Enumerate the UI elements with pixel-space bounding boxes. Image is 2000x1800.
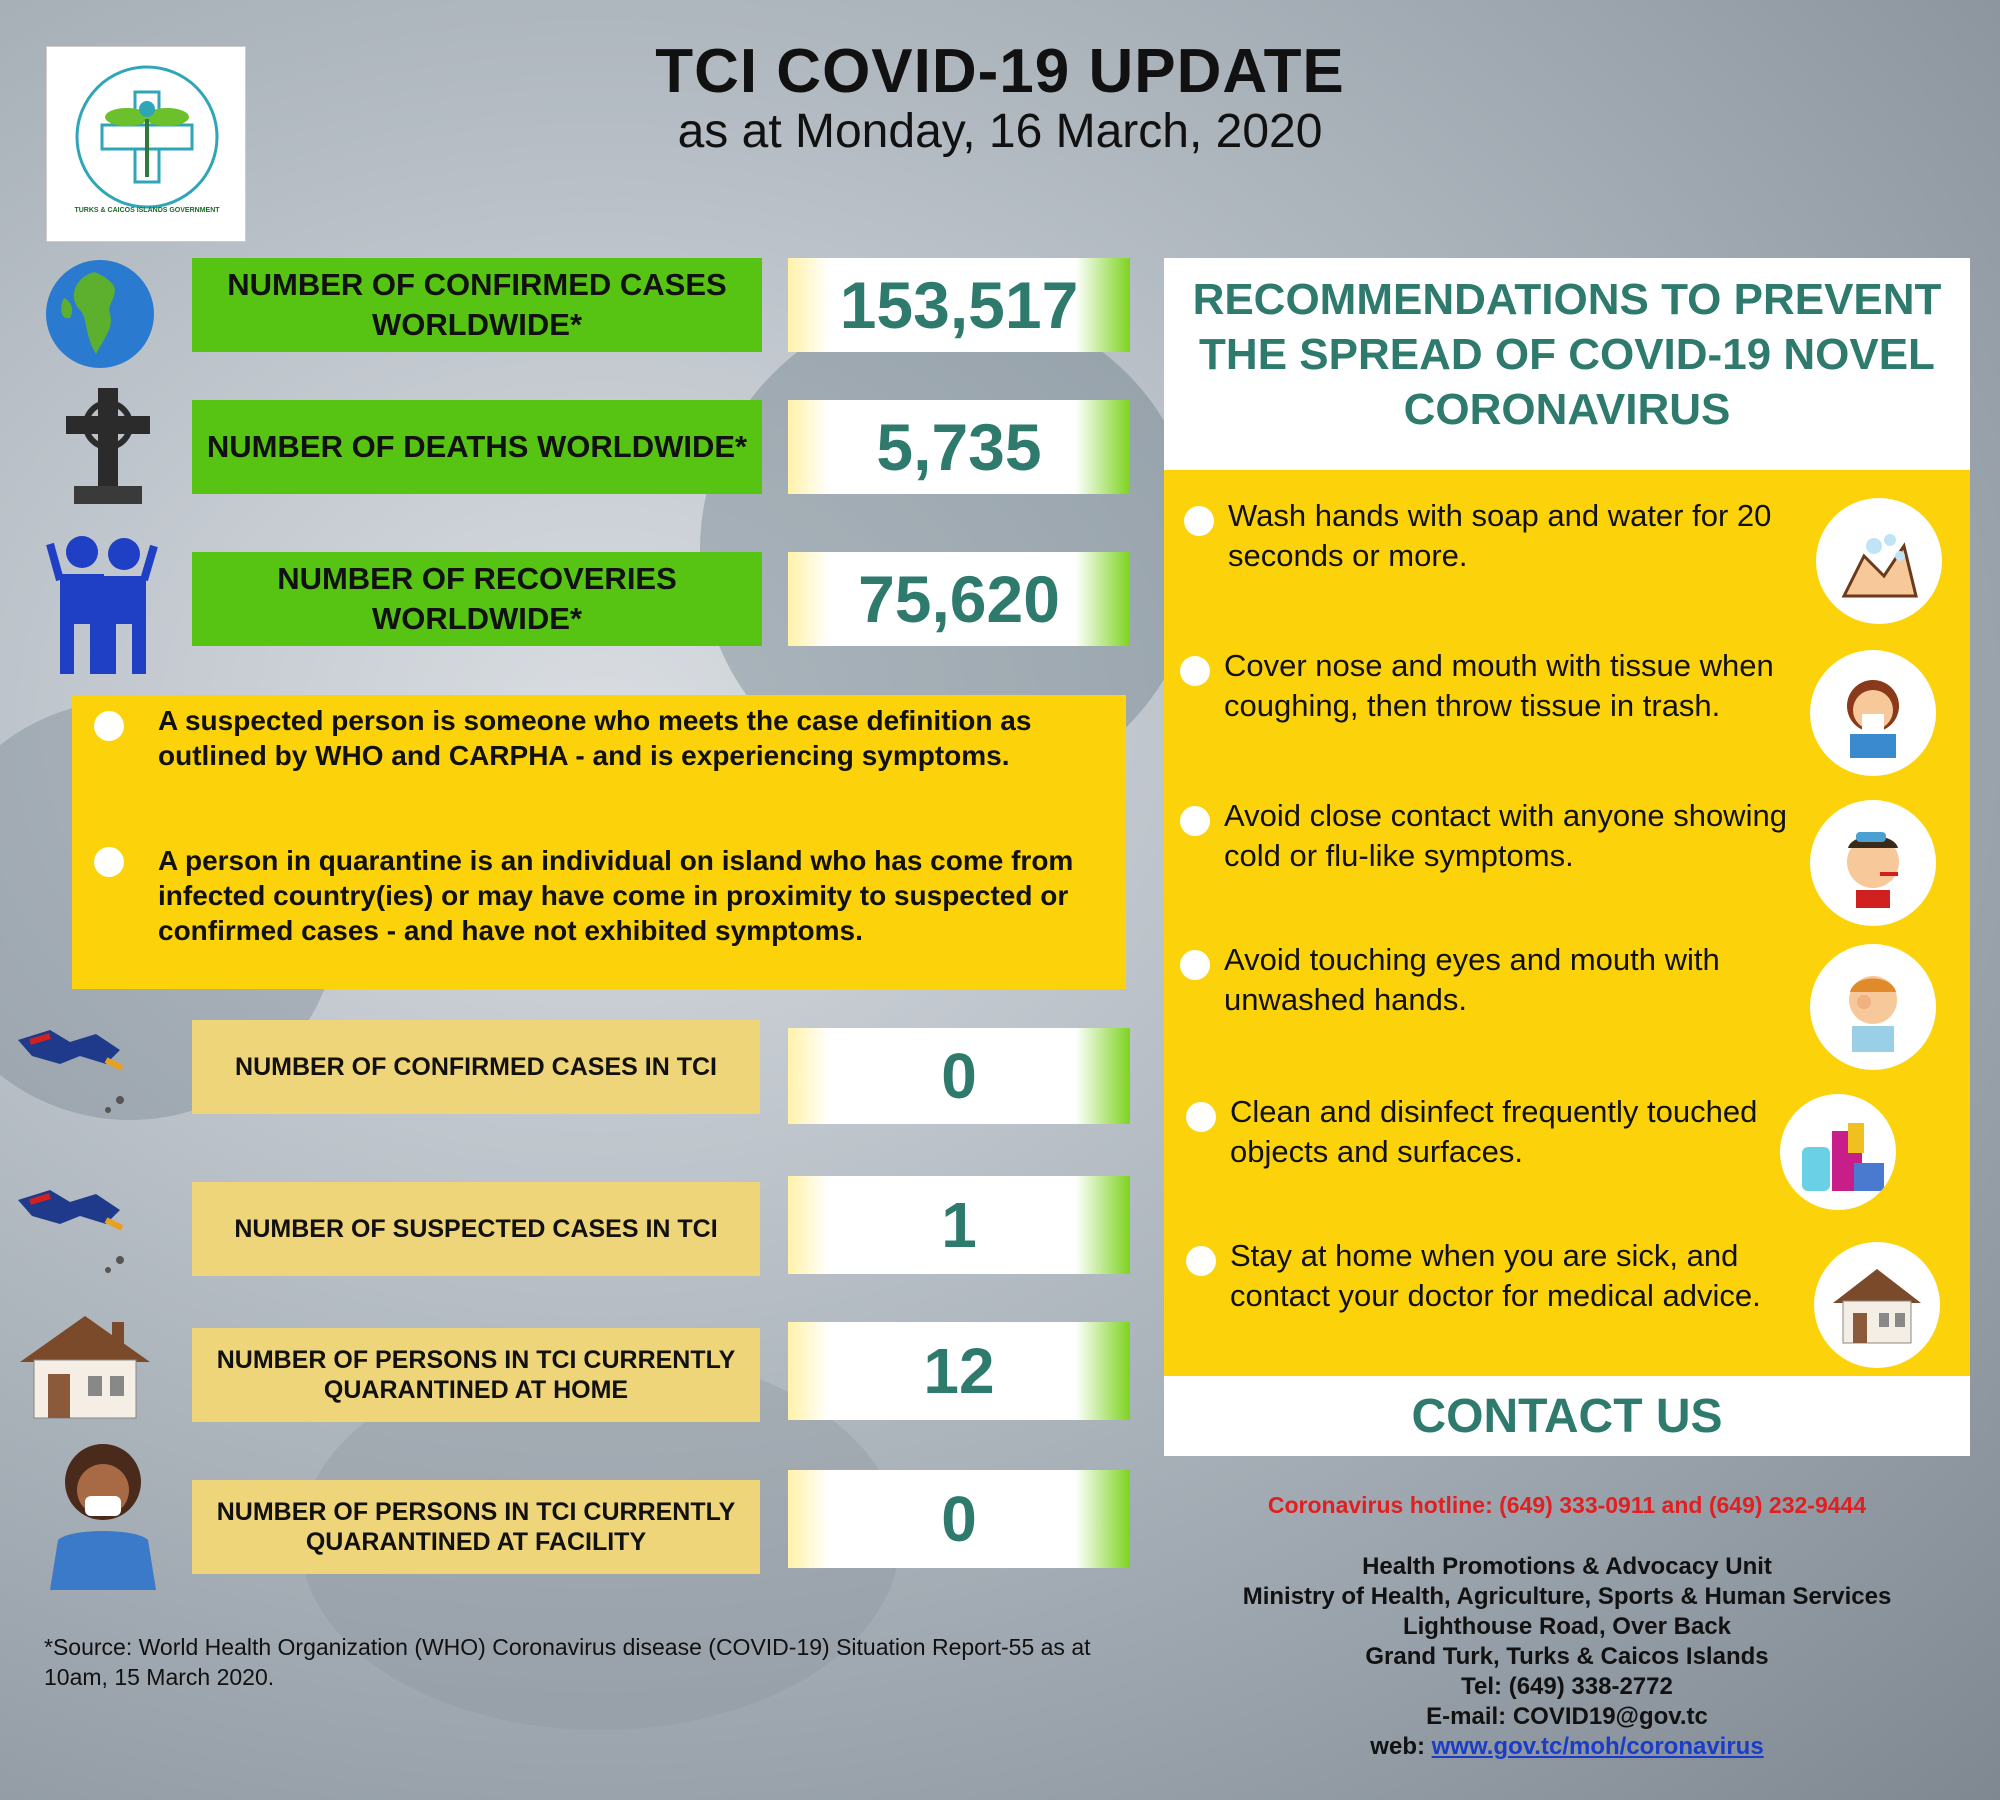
contact-line: Tel: (649) 338-2772 bbox=[1461, 1673, 1673, 1700]
contact-details bbox=[1164, 1552, 1970, 1762]
bullet-icon bbox=[1186, 1102, 1216, 1132]
bullet-icon bbox=[1180, 806, 1210, 836]
cleaning-supplies-icon bbox=[1780, 1094, 1896, 1210]
contact-web bbox=[1164, 1732, 1970, 1762]
contact-line: Health Promotions & Advocacy Unit bbox=[1362, 1553, 1772, 1580]
people-icon bbox=[44, 530, 160, 678]
confirmed-worldwide-label: NUMBER OF CONFIRMED CASES WORLDWIDE* bbox=[192, 258, 762, 352]
contact-line: Lighthouse Road, Over Back bbox=[1402, 1613, 1732, 1640]
tissue-cough-icon bbox=[1810, 650, 1936, 776]
suspected-tci-value: 1 bbox=[788, 1176, 1130, 1274]
contact-line: Ministry of Health, Agriculture, Sports & Human Services bbox=[1242, 1583, 1892, 1610]
recommendation-item: Stay at home when you are sick, and contact your doctor for medical advice. bbox=[1230, 1238, 1761, 1313]
confirmed-worldwide-value: 153,517 bbox=[788, 258, 1130, 352]
confirmed-tci-label: NUMBER OF CONFIRMED CASES IN TCI bbox=[192, 1020, 760, 1114]
definitions-panel bbox=[72, 695, 1126, 989]
recommendation-item: Cover nose and mouth with tissue when coughing, then throw tissue in trash. bbox=[1224, 648, 1774, 723]
nurse-icon bbox=[40, 1440, 166, 1592]
web-prefix: web: bbox=[1370, 1733, 1432, 1760]
quarantined-facility-value: 0 bbox=[788, 1470, 1130, 1568]
quarantined-facility-label: NUMBER OF PERSONS IN TCI CURRENTLY QUARANTINED AT FACILITY bbox=[192, 1480, 760, 1574]
recoveries-worldwide-label: NUMBER OF RECOVERIES WORLDWIDE* bbox=[192, 552, 762, 646]
house-icon bbox=[1814, 1242, 1940, 1368]
recommendations-list bbox=[1164, 470, 1970, 1376]
bullet-icon bbox=[1184, 506, 1214, 536]
recoveries-worldwide-value: 75,620 bbox=[788, 552, 1130, 646]
sick-person-icon bbox=[1810, 800, 1936, 926]
bullet-icon bbox=[94, 711, 124, 741]
confirmed-tci-value: 0 bbox=[788, 1028, 1130, 1124]
tci-map-icon bbox=[10, 1020, 130, 1116]
recommendations-title: RECOMMENDATIONS TO PREVENT THE SPREAD OF COVID-19 NOVEL CORONAVIRUS bbox=[1192, 275, 1942, 434]
rubbing-eyes-icon bbox=[1810, 944, 1936, 1070]
hotline-text: Coronavirus hotline: (649) 333-0911 and (649) 232-9444 bbox=[1267, 1492, 1867, 1518]
contact-email: E-mail: COVID19@gov.tc bbox=[1426, 1703, 1708, 1730]
globe-icon bbox=[44, 258, 156, 370]
contact-heading: CONTACT US bbox=[1164, 1376, 1970, 1456]
quarantined-home-value: 12 bbox=[788, 1322, 1130, 1420]
definition-suspected: A suspected person is someone who meets the case definition as outlined by WHO and CARPHA - and is experiencing symptoms. bbox=[158, 705, 1032, 771]
contact-line: Grand Turk, Turks & Caicos Islands bbox=[1365, 1643, 1769, 1670]
cross-grave-icon bbox=[56, 386, 160, 508]
bullet-icon bbox=[1180, 656, 1210, 686]
page-title: TCI COVID-19 UPDATE bbox=[655, 37, 1345, 106]
definition-quarantine: A person in quarantine is an individual on island who has come from infected country(ies) or may have come in proximity to suspected or confirmed cases - and have not exhibited symptoms. bbox=[158, 845, 1074, 946]
recommendation-item: Avoid touching eyes and mouth with unwashed hands. bbox=[1224, 942, 1720, 1017]
web-link[interactable]: www.gov.tc/moh/coronavirus bbox=[1431, 1733, 1764, 1760]
recommendation-item: Wash hands with soap and water for 20 seconds or more. bbox=[1228, 498, 1772, 573]
recommendations-header bbox=[1164, 258, 1970, 470]
bullet-icon bbox=[94, 847, 124, 877]
recommendation-item: Avoid close contact with anyone showing cold or flu-like symptoms. bbox=[1224, 798, 1787, 873]
tci-map-icon bbox=[10, 1180, 130, 1276]
page-subtitle: as at Monday, 16 March, 2020 bbox=[677, 105, 1323, 158]
quarantined-home-label: NUMBER OF PERSONS IN TCI CURRENTLY QUARANTINED AT HOME bbox=[192, 1328, 760, 1422]
logo-caption: TURKS & CAICOS ISLANDS GOVERNMENT bbox=[74, 207, 220, 214]
bullet-icon bbox=[1180, 950, 1210, 980]
bullet-icon bbox=[1186, 1246, 1216, 1276]
suspected-tci-label: NUMBER OF SUSPECTED CASES IN TCI bbox=[192, 1182, 760, 1276]
source-note: *Source: World Health Organization (WHO) Coronavirus disease (COVID-19) Situation Report-55 as at 10am, 15 March 2020. bbox=[44, 1634, 1091, 1690]
hand-washing-icon bbox=[1816, 498, 1942, 624]
recommendation-item: Clean and disinfect frequently touched objects and surfaces. bbox=[1230, 1094, 1758, 1169]
deaths-worldwide-label: NUMBER OF DEATHS WORLDWIDE* bbox=[192, 400, 762, 494]
house-icon bbox=[12, 1312, 158, 1422]
deaths-worldwide-value: 5,735 bbox=[788, 400, 1130, 494]
